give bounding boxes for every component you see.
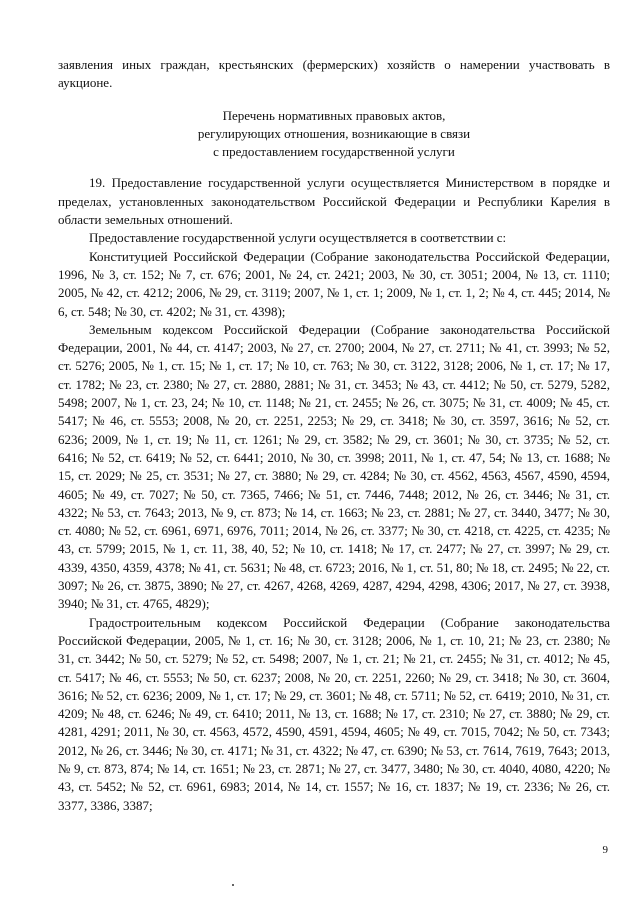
section-heading-line-3: с предоставлением государственной услуги (213, 144, 455, 160)
scan-speck (232, 884, 234, 886)
paragraph-land-code: Земельным кодексом Российской Федерации (Собрание законодательства Российской Федерации, 2001, № 44, ст. 4147; 2003, № 27, ст. 2700; 2004, № 27, ст. 2711; № 41, ст. 3993; № 52, ст. 5276; 2005, № 1, ст. 15; № 1, ст. 17; № 10, ст. 763; № 30, ст. 3122, 3128; 2006, № 1, ст. 17; № 17, ст. 1782; № 23, ст. 2380; № 27, ст. 2880, 2881; № 31, ст. 3453; № 43, ст. 4412; № 50, ст. 5279, 5282, 5498; 2007, № 1, ст. 23, 24; № 10, ст. 1148; № 21, ст. 2455; № 26, ст. 3075; № 31, ст. 4009; № 45, ст. 5417; № 46, ст. 5553; 2008, № 20, ст. 2251, 2253; № 29, ст. 3418; № 30, ст. 3597, 3616; № 52, ст. 6236; 2009, № 1, ст. 19; № 11, ст. 1261; № 29, ст. 3582; № 29, ст. 3601; № 30, ст. 3735; № 52, ст. 6416; № 52, ст. 6419; № 52, ст. 6441; 2010, № 30, ст. 3998; 2011, № 1, ст. 47, 54; № 13, ст. 1688; № 15, ст. 2029; № 25, ст. 3531; № 27, ст. 3880; № 29, ст. 4284; № 30, ст. 4562, 4563, 4567, 4590, 4594, 4605; № 49, ст. 7027; № 50, ст. 7365, 7466; № 51, ст. 7446, 7448; 2012, № 26, ст. 3446; № 31, ст. 4322; № 53, ст. 7643; 2013, № 9, ст. 873; № 14, ст. 1663; № 23, ст. 2881; № 27, ст. 3440, 3477; № 30, ст. 4080; № 52, ст. 6961, 6971, 6976, 7011; 2014, № 26, ст. 3377; № 30, ст. 4218, ст. 4225, ст. 4235; № 43, ст. 5799; 2015, № 1, ст. 11, 38, 40, 52; № 10, ст. 1418; № 17, ст. 2477; № 27, ст. 3997; № 29, ст. 4339, 4350, 4359, 4378; № 41, ст. 5631; № 48, ст. 6723; 2016, № 1, ст. 51, 80; № 18, ст. 2495; № 22, ст. 3097; № 26, ст. 3875, 3890; № 27, ст. 4267, 4268, 4269, 4287, 4294, 4298, 4306; 2017, № 27, ст. 3938, 3940; № 31, ст. 4765, 4829); (58, 321, 610, 612)
page-number: 9 (602, 844, 608, 856)
section-heading-line-2: регулирующих отношения, возникающие в связи (197, 125, 471, 141)
section-heading (58, 107, 610, 162)
paragraph-constitution: Конституцией Российской Федерации (Собрание законодательства Российской Федерации, 1996, № 3, ст. 152; № 7, ст. 676; 2001, № 24, ст. 2421; 2003, № 30, ст. 3051; 2004, № 13, ст. 1110; 2005, № 42, ст. 4212; 2006, № 29, ст. 3119; 2007, № 1, ст. 1; 2009, № 1, ст. 1, 2; № 4, ст. 445; 2014, № 6, ст. 548; № 30, ст. 4202; № 31, ст. 4398); (58, 248, 610, 319)
paragraph-basis-intro: Предоставление государственной услуги осуществляется в соответствии с: (89, 230, 507, 246)
paragraph-urban-planning-code: Градостроительным кодексом Российской Федерации (Собрание законодательства Российской Федерации, 2005, № 1, ст. 16; № 30, ст. 3128; 2006, № 1, ст. 10, 21; № 23, ст. 2380; № 31, ст. 3442; № 50, ст. 5279; № 52, ст. 5498; 2007, № 1, ст. 21; № 21, ст. 2455; № 31, ст. 4012; № 45, ст. 5417; № 46, ст. 5553; № 50, ст. 6237; 2008, № 20, ст. 2251, 2260; № 29, ст. 3418; № 30, ст. 3604, 3616; № 52, ст. 6236; 2009, № 1, ст. 17; № 29, ст. 3601; № 48, ст. 5711; № 52, ст. 6419; 2010, № 31, ст. 4209; № 48, ст. 6246; № 49, ст. 6410; 2011, № 13, ст. 1688; № 17, ст. 2310; № 27, ст. 3880; № 29, ст. 4281, 4291; 2011, № 30, ст. 4563, 4572, 4590, 4591, 4594, 4605; № 49, ст. 7015, 7042; № 50, ст. 7343; 2012, № 26, ст. 3446; № 30, ст. 4171; № 31, ст. 4322; № 47, ст. 6390; № 53, ст. 7614, 7619, 7643; 2013, № 9, ст. 873, 874; № 14, ст. 1651; № 23, ст. 2871; № 27, ст. 3477, 3480; № 30, ст. 4040, 4080, 4220; № 43, ст. 5452; № 52, ст. 6961, 6983; 2014, № 14, ст. 1557; № 16, ст. 1837; № 19, ст. 2336; № 26, ст. 3377, 3386, 3387; (58, 614, 610, 813)
intro-paragraph: заявления иных граждан, крестьянских (фермерских) хозяйств о намерении участвовать в аукционе. (58, 57, 610, 91)
paragraph-item-19: 19. Предоставление государственной услуги осуществляется Министерством в порядке и пределах, установленных законодательством Российской Федерации и Республики Карелия в области земельных отношений. (58, 175, 610, 228)
section-heading-line-1: Перечень нормативных правовых актов, (222, 107, 446, 123)
